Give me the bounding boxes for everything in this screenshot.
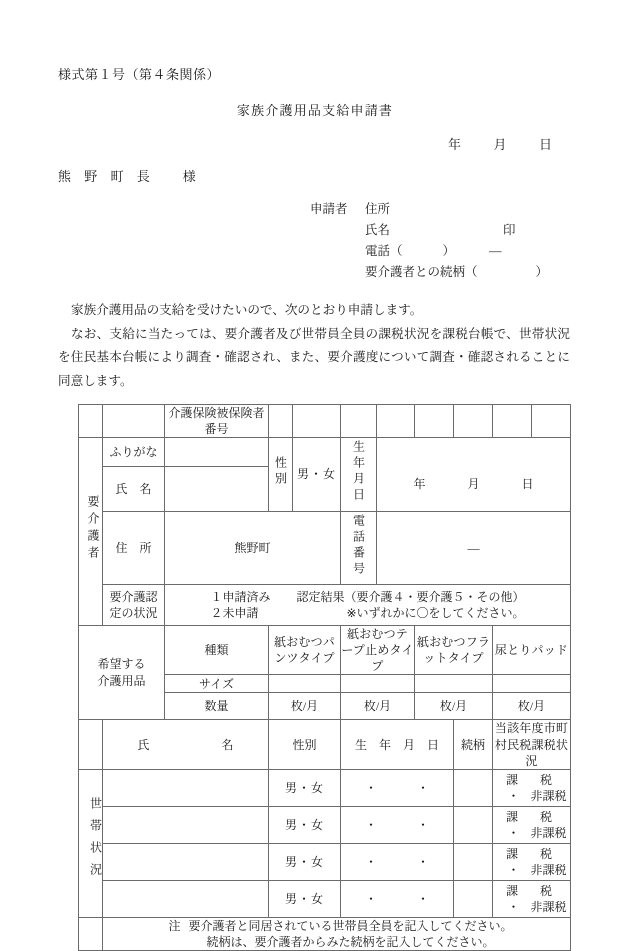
- household-birth-dot-2a: ・: [364, 817, 377, 832]
- household-tax-taxed-1[interactable]: 課 税: [505, 772, 557, 787]
- supplies-type-row: [79, 625, 571, 675]
- household-relation-2[interactable]: [454, 806, 493, 843]
- household-relation-3[interactable]: [454, 843, 493, 880]
- applicant-tel-close: ）: [442, 244, 456, 258]
- supply-size-2[interactable]: [341, 675, 415, 693]
- household-name-2[interactable]: [103, 806, 269, 843]
- insurance-number-cell-7[interactable]: [493, 405, 532, 438]
- applicant-tel-open: 電話（: [365, 244, 403, 258]
- birth-year-label: 年: [413, 477, 426, 492]
- household-tax-taxed-3[interactable]: 課 税: [505, 846, 557, 861]
- household-tax-exempt-3[interactable]: 非課税: [530, 862, 567, 877]
- address-row: [79, 511, 571, 584]
- household-birth-dot-3b: ・: [416, 854, 429, 869]
- insurance-number-row: [79, 405, 571, 438]
- household-birth-dot-2b: ・: [416, 817, 429, 832]
- household-tax-1[interactable]: [493, 769, 571, 806]
- applicant-relation-label: [365, 262, 548, 283]
- household-gender-1[interactable]: 男・女: [269, 769, 341, 806]
- household-relation-1[interactable]: [454, 769, 493, 806]
- addressee: [58, 166, 196, 185]
- household-name-1[interactable]: [103, 769, 269, 806]
- household-col-tax: 当該年度市町村民税課税状況: [493, 720, 571, 770]
- supplies-label-l2: 介護用品: [97, 673, 146, 688]
- household-col-relation: 続柄: [454, 720, 493, 770]
- insurance-number-cell-8[interactable]: [532, 405, 571, 438]
- note-line-1: [160, 919, 512, 933]
- body-paragraph-1: 家族介護用品の支給を受けたいので、次のとおり申請します。: [71, 303, 423, 317]
- household-tax-3[interactable]: [493, 843, 571, 880]
- spacer-cell: [103, 405, 165, 438]
- household-birth-2[interactable]: [341, 806, 454, 843]
- tel-label-text: 電話番号: [351, 513, 366, 578]
- care-recipient-section-label: [79, 438, 103, 625]
- body-paragraph-2: なお、支給に当たっては、要介護者及び世帯員全員の課税状況を課税台帳で、世帯状況を住民基本台帳により調査・確認され、また、要介護度について調査・確認されることに同意します。: [58, 326, 570, 388]
- household-tax-exempt-1[interactable]: 非課税: [530, 788, 567, 803]
- birth-label: [341, 438, 377, 511]
- table-row: [79, 843, 571, 880]
- insurance-number-cell-3[interactable]: [341, 405, 377, 438]
- household-tax-4[interactable]: [493, 880, 571, 917]
- note-marker: 注: [168, 918, 181, 933]
- gender-options[interactable]: 男・女: [293, 438, 341, 511]
- household-tax-sep-2: ・: [507, 825, 520, 840]
- household-tax-sep-3: ・: [507, 862, 520, 877]
- household-tax-taxed-2[interactable]: 課 税: [505, 809, 557, 824]
- spacer-cell: [79, 917, 103, 950]
- supply-qty-3[interactable]: 枚/月: [415, 693, 493, 720]
- insurance-number-cell-4[interactable]: [377, 405, 415, 438]
- household-tax-taxed-4[interactable]: 課 税: [505, 883, 557, 898]
- care-recipient-label-text: 要介護者: [86, 495, 100, 564]
- household-birth-dot-1b: ・: [416, 780, 429, 795]
- supply-type-1: 紙おむつパンツタイプ: [269, 625, 341, 675]
- address-value[interactable]: 熊野町: [165, 511, 341, 584]
- household-note: [103, 917, 571, 950]
- certification-option-1[interactable]: １申請済み: [210, 589, 271, 604]
- body-text: [58, 299, 570, 393]
- tel-input[interactable]: —: [377, 511, 571, 584]
- household-birth-3[interactable]: [341, 843, 454, 880]
- household-name-3[interactable]: [103, 843, 269, 880]
- birth-label-text: 生年月日: [351, 440, 366, 505]
- insurance-number-label: 介護保険被保険者番号: [165, 405, 269, 438]
- application-table: [78, 404, 570, 951]
- addressee-town: 熊 野 町 長: [58, 169, 155, 184]
- certification-note: ※いずれかに〇をしてください。: [346, 605, 525, 620]
- household-birth-dot-4a: ・: [364, 891, 377, 906]
- household-col-name: 氏 名: [103, 720, 269, 770]
- furigana-label: ふりがな: [103, 438, 165, 467]
- certification-label-l2: 定の状況: [109, 605, 158, 620]
- household-birth-4[interactable]: [341, 880, 454, 917]
- household-col-birth: 生 年 月 日: [341, 720, 454, 770]
- page-title: 家族介護用品支給申請書: [236, 103, 394, 118]
- date-day-label: 日: [538, 137, 552, 152]
- supply-size-1[interactable]: [269, 675, 341, 693]
- birth-date-input[interactable]: [377, 438, 571, 511]
- certification-row: [79, 584, 571, 625]
- seal-icon: 印: [503, 223, 516, 237]
- date-year-label: 年: [447, 137, 461, 152]
- household-tax-sep-4: ・: [507, 899, 520, 914]
- household-gender-3[interactable]: 男・女: [269, 843, 341, 880]
- birth-month-label: 月: [467, 477, 480, 492]
- supply-qty-2[interactable]: 枚/月: [341, 693, 415, 720]
- household-tax-exempt-2[interactable]: 非課税: [530, 825, 567, 840]
- certification-option-2[interactable]: ２未申請: [210, 605, 259, 620]
- supply-type-4: 尿とりパッド: [493, 625, 571, 675]
- household-name-4[interactable]: [103, 880, 269, 917]
- date-month-label: 月: [493, 137, 507, 152]
- table-row: [79, 806, 571, 843]
- supply-type-2: 紙おむつテープ止めタイプ: [341, 626, 414, 674]
- household-tax-exempt-4[interactable]: 非課税: [530, 899, 567, 914]
- household-birth-dot-1a: ・: [364, 780, 377, 795]
- furigana-input[interactable]: [165, 438, 269, 467]
- applicant-address-label: 住所: [365, 202, 391, 216]
- table-row: [79, 769, 571, 806]
- household-note-row: [79, 917, 571, 950]
- supply-qty-4[interactable]: 枚/月: [493, 693, 571, 720]
- applicant-tel-label: [365, 241, 502, 262]
- household-label-text: 世帯状況: [88, 797, 103, 886]
- applicant-relation-open: 要介護者との続柄（: [365, 265, 478, 279]
- insurance-number-cell-5[interactable]: [415, 405, 454, 438]
- certification-label-l1: 要介護認: [109, 589, 158, 604]
- supplies-label-l1: 希望する: [97, 657, 146, 672]
- note-text-1: 要介護者と同居されている世帯員全員を記入してください。: [188, 918, 513, 933]
- form-number: 様式第１号（第４条関係）: [58, 67, 221, 82]
- applicant-relation-close: ）: [535, 265, 549, 279]
- spacer-cell: [79, 720, 103, 770]
- supplies-type-label: 種類: [165, 625, 269, 675]
- supplies-qty-label: 数量: [165, 693, 269, 720]
- supply-size-4[interactable]: [493, 675, 571, 693]
- supply-size-3[interactable]: [415, 675, 493, 693]
- insurance-number-cell-2[interactable]: [293, 405, 341, 438]
- household-birth-1[interactable]: [341, 769, 454, 806]
- name-input[interactable]: [165, 467, 269, 511]
- tel-label: [341, 511, 377, 584]
- certification-line-1: [165, 589, 570, 605]
- supply-qty-1[interactable]: 枚/月: [269, 693, 341, 720]
- supplies-size-label: サイズ: [165, 675, 269, 693]
- supply-type-3: 紙おむつフラットタイプ: [415, 625, 493, 675]
- date-line: [448, 134, 552, 153]
- certification-label: [103, 584, 165, 625]
- household-section-label: [79, 769, 103, 917]
- certification-options[interactable]: [165, 584, 571, 625]
- household-tax-sep-1: ・: [507, 788, 520, 803]
- addressee-honorific: 様: [182, 169, 196, 184]
- household-header-row: [79, 720, 571, 770]
- certification-result[interactable]: 認定結果（要介護４・要介護５・その他）: [296, 589, 525, 604]
- furigana-row: [79, 438, 571, 467]
- certification-line-2: [165, 605, 570, 621]
- household-tax-2[interactable]: [493, 806, 571, 843]
- spacer-cell: [79, 405, 103, 438]
- gender-label: [269, 438, 293, 511]
- household-gender-2[interactable]: 男・女: [269, 806, 341, 843]
- supplies-section-label: [79, 625, 165, 720]
- table-row: [79, 880, 571, 917]
- name-label: 氏 名: [103, 467, 165, 511]
- insurance-number-cell-1[interactable]: [269, 405, 293, 438]
- insurance-number-cell-6[interactable]: [454, 405, 493, 438]
- note-text-2: 続柄は、要介護者からみた続柄を記入してください。: [206, 935, 495, 950]
- household-birth-dot-4b: ・: [416, 891, 429, 906]
- household-birth-dot-3a: ・: [364, 854, 377, 869]
- applicant-name-label: 氏名: [365, 223, 391, 237]
- household-relation-4[interactable]: [454, 880, 493, 917]
- applicant-label: 申請者: [310, 202, 348, 216]
- gender-label-text: 性別: [273, 456, 288, 489]
- applicant-tel-dash: —: [489, 244, 502, 258]
- birth-day-label: 日: [521, 477, 534, 492]
- household-gender-4[interactable]: 男・女: [269, 880, 341, 917]
- household-col-gender: 性別: [269, 720, 341, 770]
- address-label: 住 所: [103, 511, 165, 584]
